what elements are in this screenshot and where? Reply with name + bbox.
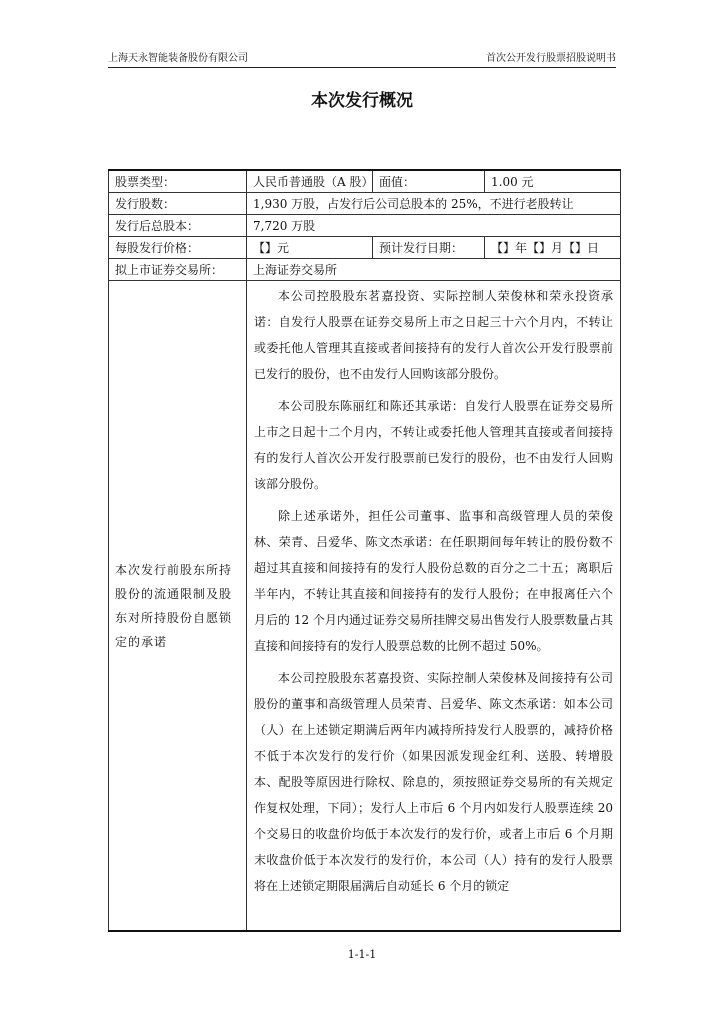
- shares-issued-value: 1,930 万股，占发行后公司总股本的 25%，不进行老股转让: [247, 193, 621, 215]
- issue-date-label: 预计发行日期：: [373, 237, 485, 259]
- total-shares-label: 发行后总股本：: [109, 215, 247, 237]
- total-shares-value: 7,720 万股: [247, 215, 621, 237]
- table-row-issue-price: [109, 237, 621, 259]
- issue-price-label: 每股发行价格：: [109, 237, 247, 259]
- table-row-stock-type: [109, 170, 621, 193]
- page-title: 本次发行概况: [311, 91, 413, 111]
- shares-issued-label: 发行股数：: [109, 193, 247, 215]
- exchange-value: 上海证券交易所: [247, 259, 621, 281]
- stock-type-label: 股票类型：: [109, 170, 247, 193]
- page-number: 1-1-1: [347, 948, 377, 961]
- stock-type-value: 人民币普通股（A 股）: [247, 170, 373, 193]
- lockup-paragraph: 本公司股东陈丽红和陈还其承诺：自发行人股票在证券交易所上市之日起十二个月内，不转让或委托他人管理其直接或者间接持有的发行人首次公开发行股票前已发行的股份，也不由发行人回购该部分股份。: [254, 399, 613, 491]
- lockup-label: 本次发行前股东所持股份的流通限制及股东对所持股份自愿锁定的承诺: [109, 281, 247, 932]
- table-row-shares-issued: [109, 193, 621, 215]
- issue-date-value: 【】年【】月【】日: [485, 237, 621, 259]
- lockup-paragraph: 除上述承诺外，担任公司董事、监事和高级管理人员的荣俊林、荣青、吕爱华、陈文杰承诺：在任职期间每年转让的股份数不超过其直接和间接持有的发行人股份总数的百分之二十五；离职后半年内，不转让其直接和间接持有的发行人股份；在申报离任六个月后的 12 个月内通过证券交易所挂牌交易出售发行人股票数量占其直接和间接持有的发行人股票总数的比例不超过 50%。: [254, 509, 613, 653]
- offering-overview-table: [108, 169, 621, 932]
- exchange-label: 拟上市证券交易所：: [109, 259, 247, 281]
- issue-price-value: 【】元: [247, 237, 373, 259]
- page-header: [108, 52, 616, 68]
- par-value-label: 面值：: [373, 170, 485, 193]
- header-document-title: 首次公开发行股票招股说明书: [486, 53, 616, 64]
- lockup-content: [247, 281, 621, 932]
- par-value-value: 1.00 元: [485, 170, 621, 193]
- header-company-name: 上海天永智能装备股份有限公司: [108, 53, 248, 64]
- lockup-paragraph: 本公司控股股东茗嘉投资、实际控制人荣俊林及间接持有公司股份的董事和高级管理人员荣青、吕爱华、陈文杰承诺：如本公司（人）在上述锁定期满后两年内减持所持发行人股票的，减持价格不低于本次发行的发行价（如果因派发现金红利、送股、转增股本、配股等原因进行除权、除息的，须按照证券交易所的有关规定作复权处理，下同）；发行人上市后 6 个月内如发行人股票连续 20 个交易日的收盘价均低于本次发行的发行价，或者上市后 6 个月期末收盘价低于本次发行的发行价，本公司（人）持有的发行人股票将在上述锁定期限届满后自动延长 6 个月的锁定: [254, 671, 613, 893]
- lockup-paragraph: 本公司控股股东茗嘉投资、实际控制人荣俊林和荣永投资承诺：自发行人股票在证券交易所上市之日起三十六个月内，不转让或委托他人管理其直接或者间接持有的发行人首次公开发行股票前已发行的股份，也不由发行人回购该部分股份。: [254, 289, 613, 381]
- table-row-lockup: [109, 281, 621, 932]
- table-row-total-shares: [109, 215, 621, 237]
- table-row-exchange: [109, 259, 621, 281]
